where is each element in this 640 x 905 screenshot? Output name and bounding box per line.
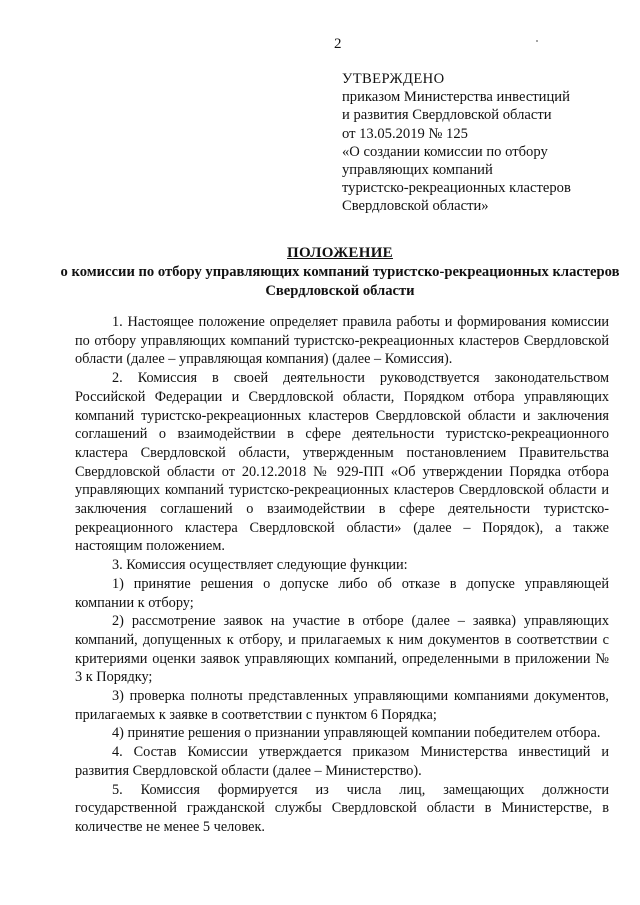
paragraph-3: 3. Комиссия осуществляет следующие функции:: [112, 557, 408, 574]
paragraph-2: 2. Комиссия в своей деятельности руководствуется законодательством Российской Федерации и Свердловской области, Порядком отбора управляющих компаний туристско-рекреационных кластеров Свердловской области и заключения соглашений о взаимодействии в сфере деятельности туристско-рекреационного кластера Свердловской области, утвержденным постановлением Правительства Свердловской области от 20.12.2018 № 929-ПП «Об утверждении Порядка отбора управляющих компаний туристско-рекреационных кластеров Свердловской области и заключения соглашений о взаимодействии в сфере деятельности туристско-рекреационного кластера Свердловской области» (далее – Порядок), а также настоящим положением.: [75, 370, 609, 555]
approval-heading: УТВЕРЖДЕНО: [342, 71, 445, 87]
approval-line: Свердловской области»: [342, 198, 489, 215]
scan-dot: [536, 40, 538, 42]
approval-stamp-block: [342, 70, 622, 216]
paragraph-5: 5. Комиссия формируется из числа лиц, замещающих должности государственной гражданской службы Свердловской области в Министерстве, в количестве не менее 5 человек.: [75, 781, 609, 835]
approval-line: туристско-рекреационных кластеров: [342, 180, 571, 197]
document-title: ПОЛОЖЕНИЕ: [287, 245, 393, 261]
approval-line: приказом Министерства инвестиций: [342, 89, 570, 106]
document-body: [75, 313, 609, 837]
document-subtitle: о комиссии по отбору управляющих компаний туристско-рекреационных кластеров Свердловской области: [60, 264, 620, 299]
paragraph-3-item-2: 2) рассмотрение заявок на участие в отборе (далее – заявка) управляющих компаний, допущенных к отбору, и прилагаемых к ним документов в соответствии с критериями оценки заявок управляющих компаний, определенными в приложении № 3 к Порядку;: [75, 613, 609, 686]
approval-line: «О создании комиссии по отбору: [342, 143, 548, 160]
paragraph-3-item-4: 4) принятие решения о признании управляющей компании победителем отбора.: [112, 725, 601, 742]
approval-line: и развития Свердловской области: [342, 107, 552, 124]
page-number: 2: [334, 36, 342, 52]
paragraph-3-item-1: 1) принятие решения о допуске либо об отказе в допуске управляющей компании к отбору;: [75, 575, 609, 611]
paragraph-4: 4. Состав Комиссии утверждается приказом Министерства инвестиций и развития Свердловской области (далее – Министерство).: [75, 744, 609, 779]
approval-line: от 13.05.2019 № 125: [342, 125, 468, 142]
paragraph-3-item-3: 3) проверка полноты представленных управляющими компаниями документов, прилагаемых к заявке в соответствии с пунктом 6 Порядка;: [75, 688, 609, 723]
paragraph-1: 1. Настоящее положение определяет правила работы и формирования комиссии по отбору управляющих компаний туристско-рекреационных кластеров Свердловской области (далее – управляющая компания) (далее – Комиссия).: [75, 314, 609, 368]
document-title-block: [60, 244, 620, 301]
approval-line: управляющих компаний: [342, 162, 493, 179]
